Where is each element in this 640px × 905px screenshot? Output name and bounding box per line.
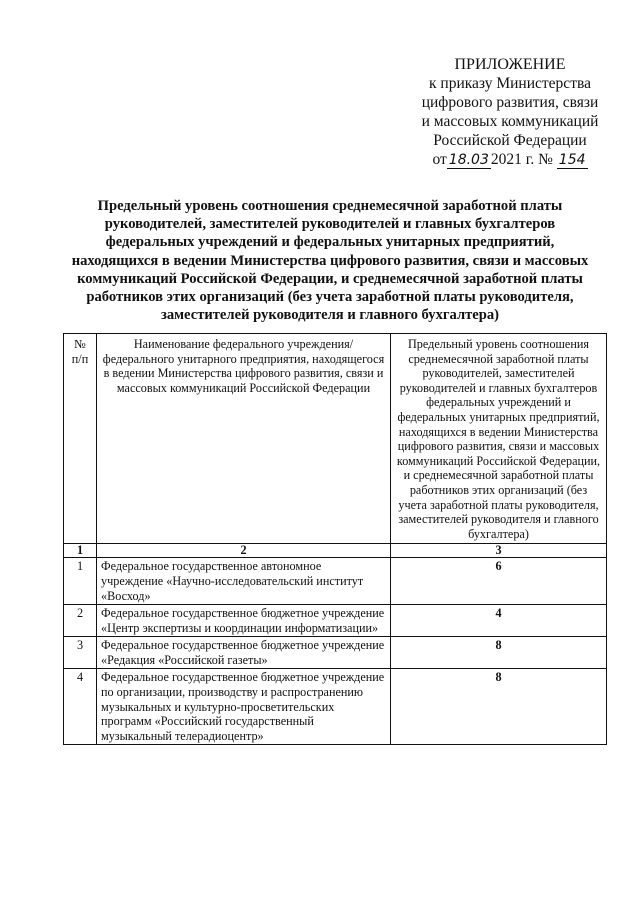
title-line: работников этих организаций (без учета заработной платы руководителя, xyxy=(86,289,574,306)
table-row xyxy=(64,558,607,605)
appendix-line: цифрового развития, связи xyxy=(421,94,599,111)
appendix-line: Российской Федерации xyxy=(433,132,587,149)
column-number: 1 xyxy=(64,544,97,558)
ratio-value: 6 xyxy=(391,558,607,605)
ratio-value: 8 xyxy=(391,669,607,745)
row-number: 4 xyxy=(64,669,97,745)
column-number: 3 xyxy=(391,544,607,558)
row-number: 1 xyxy=(64,558,97,605)
organization-name: Федеральное государственное бюджетное учреждение «Редакция «Российской газеты» xyxy=(97,637,391,669)
organization-name: Федеральное государственное бюджетное учреждение по организации, производству и распространению музыкальных и культурно-просветительских программ «Российский государственный музыкальный телерадиоцентр» xyxy=(97,669,391,745)
title-line: руководителей, заместителей руководителей и главных бухгалтеров xyxy=(104,216,556,233)
handwritten-date: 18.03 xyxy=(448,152,489,168)
appendix-heading: ПРИЛОЖЕНИЕ xyxy=(454,56,566,73)
title-line: находящихся в ведении Министерства цифрового развития, связи и массовых xyxy=(71,252,589,269)
appendix-block xyxy=(400,55,620,170)
table-row xyxy=(64,605,607,637)
organization-name: Федеральное государственное бюджетное учреждение «Центр экспертизы и координации информатизации» xyxy=(97,605,391,637)
header-organization: Наименование федерального учреждения/федерального унитарного предприятия, находящегося в ведении Министерства цифрового развития, связи и массовых коммуникаций Российской Федерации xyxy=(97,334,391,544)
order-date-number xyxy=(400,150,620,170)
appendix-line: и массовых коммуникаций xyxy=(421,113,599,130)
title-line: коммуникаций Российской Федерации, и среднемесячной заработной платы xyxy=(77,270,583,287)
title-line: федеральных учреждений и федеральных унитарных предприятий, xyxy=(105,234,555,251)
title-line: Предельный уровень соотношения среднемесячной заработной платы xyxy=(97,198,563,214)
table-row xyxy=(64,637,607,669)
date-prefix: от xyxy=(432,151,447,168)
row-number: 3 xyxy=(64,637,97,669)
table-header-row xyxy=(64,334,607,544)
ratio-table xyxy=(63,333,607,745)
appendix-line: к приказу Министерства xyxy=(429,75,591,92)
title-line: заместителей руководителя и главного бухгалтера) xyxy=(160,307,500,324)
row-number: 2 xyxy=(64,605,97,637)
document-title xyxy=(70,197,590,324)
column-number: 2 xyxy=(97,544,391,558)
year-text: 2021 г. № xyxy=(490,151,553,168)
column-number-row xyxy=(64,544,607,558)
header-ratio: Предельный уровень соотношения среднемесячной заработной платы руководителей, заместителей руководителей и главных бухгалтеров федеральных учреждений и федеральных унитарных предприятий, находящихся в ведении Министерства цифрового развития, связи и массовых коммуникаций Российской Федерации, и среднемесячной заработной платы работников этих организаций (без учета заработной платы руководителя, заместителей руководителя и главного бухгалтера) xyxy=(391,334,607,544)
table-row xyxy=(64,669,607,745)
organization-name: Федеральное государственное автономное учреждение «Научно-исследовательский институт «Восход» xyxy=(97,558,391,605)
ratio-value: 4 xyxy=(391,605,607,637)
ratio-value: 8 xyxy=(391,637,607,669)
header-number: № п/п xyxy=(64,334,97,544)
handwritten-number: 154 xyxy=(558,152,586,168)
